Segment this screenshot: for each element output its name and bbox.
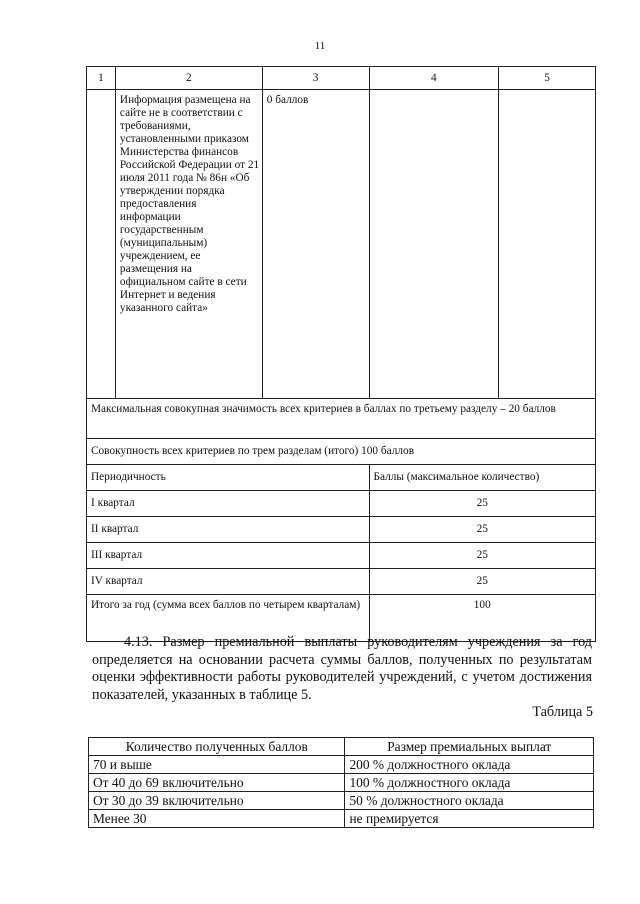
table-row [89, 774, 594, 792]
page-number: 11 [314, 40, 326, 52]
table-row [89, 756, 594, 774]
points-range-cell: От 30 до 39 включительно [89, 792, 345, 810]
quarter-points: 25 [369, 517, 596, 543]
points-text: 0 баллов [266, 94, 309, 106]
year-total-points: 100 [369, 595, 596, 642]
quarter-points: 25 [369, 543, 596, 569]
year-total-label: Итого за год (сумма всех баллов по четырем кварталам) [87, 595, 370, 642]
quarter-label: III квартал [87, 543, 370, 569]
table-row [89, 792, 594, 810]
total-three-sections-cell: Совокупность всех критериев по трем разделам (итого) 100 баллов [87, 439, 596, 465]
points-header: Баллы (максимальное количество) [369, 465, 596, 491]
bonus-size-cell: 100 % должностного оклада [345, 774, 594, 792]
bonus-size-cell: 50 % должностного оклада [345, 792, 594, 810]
empty-cell [369, 90, 499, 399]
table-row [87, 491, 596, 517]
header-cell: 5 [499, 67, 596, 90]
table-row [89, 810, 594, 828]
paragraph-text: 4.13. Размер премиальной выплаты руководителям учреждения за год определяется на основании расчета суммы баллов, полученных по результатам оценки эффективности работы руководителей учреждений, с учетом достижения показателей, указанных в таблице 5. [92, 634, 592, 703]
header-cell: Размер премиальных выплат [345, 738, 594, 756]
points-range-cell: Менее 30 [89, 810, 345, 828]
header-cell: 3 [262, 67, 369, 90]
points-cell [262, 90, 369, 399]
table5-label: Таблица 5 [532, 704, 593, 720]
bonus-size-cell: не премируется [345, 810, 594, 828]
table-row [87, 399, 596, 439]
table-row [87, 517, 596, 543]
header-cell: 2 [115, 67, 262, 90]
table-5 [88, 737, 594, 828]
table-header-row [89, 738, 594, 756]
header-cell: 4 [369, 67, 499, 90]
table-row [87, 465, 596, 491]
criterion-text: Информация размещена на сайте не в соответствии с требованиями, установленными приказом Министерства финансов Российской Федерации от 21 июля 2011 года № 86н «Об утверждении порядка предоставления информации государственным (муниципальным) учреждением, ее размещения на официальном сайте в сети Интернет и ведения указанного сайта» [119, 94, 260, 314]
points-range-cell: От 40 до 69 включительно [89, 774, 345, 792]
paragraph-4-13 [92, 634, 592, 704]
bonus-size-cell: 200 % должностного оклада [345, 756, 594, 774]
max-third-section-cell: Максимальная совокупная значимость всех критериев в баллах по третьему разделу – 20 баллов [87, 399, 596, 439]
header-cell: Количество полученных баллов [89, 738, 345, 756]
quarter-points: 25 [369, 569, 596, 595]
quarter-label: IV квартал [87, 569, 370, 595]
header-cell: 1 [87, 67, 116, 90]
quarter-label: I квартал [87, 491, 370, 517]
empty-cell [499, 90, 596, 399]
criteria-table [86, 66, 596, 642]
criterion-cell [115, 90, 262, 399]
periodicity-header: Периодичность [87, 465, 370, 491]
quarter-points: 25 [369, 491, 596, 517]
table-row [87, 543, 596, 569]
table-row [87, 90, 596, 399]
table-header-row [87, 67, 596, 90]
table-row [87, 569, 596, 595]
quarter-label: II квартал [87, 517, 370, 543]
row-number-cell [87, 90, 116, 399]
table-row [87, 439, 596, 465]
points-range-cell: 70 и выше [89, 756, 345, 774]
